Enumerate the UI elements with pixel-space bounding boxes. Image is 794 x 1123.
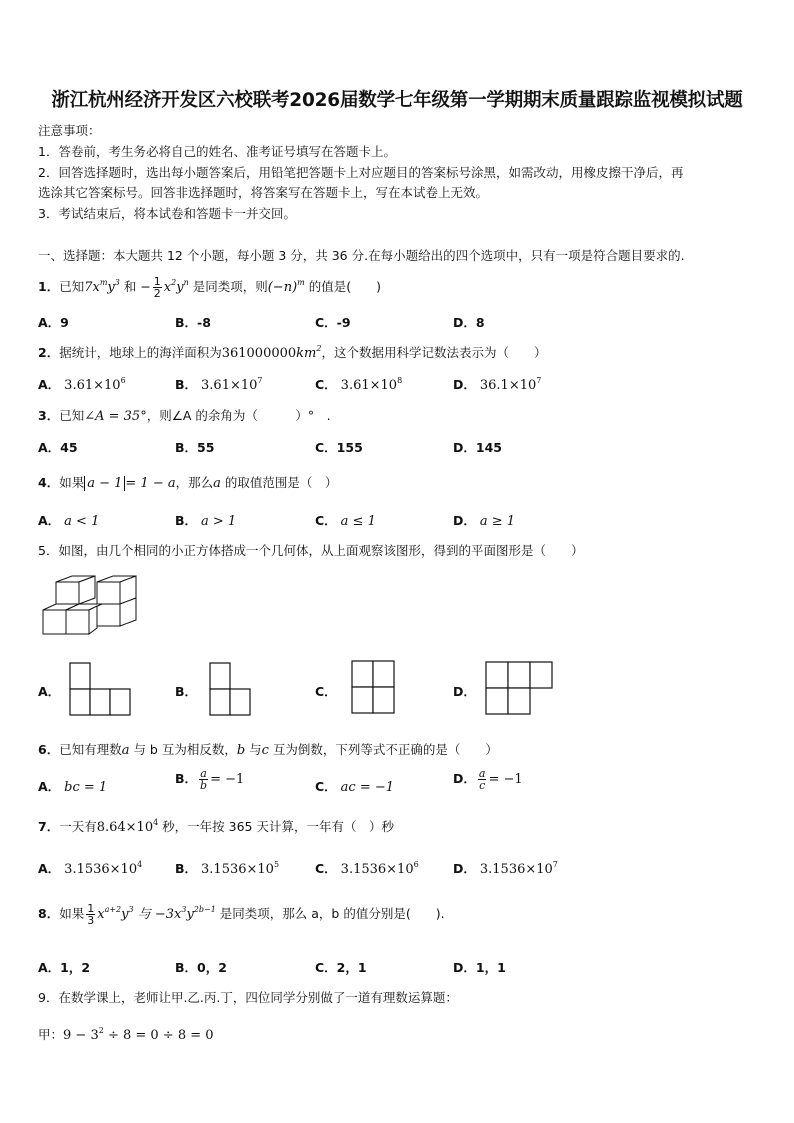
- question-1: 1．已知$7x^my^3$ 和 − $\frac{1}{2}$ $x^2y^n$ 是同类项，则$(-n)^m$ 的值是( ): [38, 275, 381, 300]
- q5-option-a[interactable]: A．: [38, 684, 61, 699]
- question-5: 5．如图，由几个相同的小正方体搭成一个几何体，从上面观察该图形，得到的平面图形是（ ）: [38, 543, 584, 558]
- q9-jia-work: 甲：$9 - 3^2 \div 8 = 0 \div 8 = 0$: [38, 1026, 214, 1043]
- notice-item-2: 2．回答选择题时，选出每小题答案后，用铅笔把答题卡上对应题目的答案标号涂黑，如需改动，用橡皮擦干净后，再: [38, 165, 684, 180]
- q1-option-a[interactable]: A．9: [38, 315, 69, 330]
- question-3: 3．已知∠A = 35°，则∠A 的余角为（ ）° .: [38, 408, 331, 424]
- question-8: 8．如果 $\frac{1}{3}$ $x^{a+2}y^3$ 与 $-3x^3y^{2b-1}$ 是同类项，那么 a，b 的值分别是( ).: [38, 902, 445, 927]
- q7-option-b[interactable]: B． $3.1536\times 10^5$: [175, 860, 280, 877]
- notice-item-3: 3．考试结束后，将本试卷和答题卡一并交回。: [38, 206, 296, 221]
- q5-option-d[interactable]: D．: [453, 684, 476, 699]
- q2-option-a[interactable]: A． $3.61\times 10^6$: [38, 376, 126, 393]
- q7-option-c[interactable]: C． $3.1536\times 10^6$: [315, 860, 419, 877]
- cube-stack-figure: [40, 572, 140, 640]
- q2-option-b[interactable]: B． $3.61\times 10^7$: [175, 376, 263, 393]
- q5-option-a-figure: [69, 662, 131, 718]
- q5-option-c[interactable]: C．: [315, 684, 337, 699]
- q1-option-d[interactable]: D．8: [453, 315, 485, 330]
- q4-option-d[interactable]: D． a ≥ 1: [453, 513, 516, 529]
- q8-option-a[interactable]: A．1，2: [38, 960, 91, 975]
- q7-option-d[interactable]: D． $3.1536\times 10^7$: [453, 860, 558, 877]
- q6-option-c[interactable]: C． ac = −1: [315, 779, 395, 795]
- q5-option-b-figure: [209, 662, 251, 718]
- page-title: 浙江杭州经济开发区六校联考2026届数学七年级第一学期期末质量跟踪监视模拟试题: [51, 90, 743, 111]
- question-6: 6．已知有理数a 与 b 互为相反数，b 与c 互为倒数，下列等式不正确的是（ ）: [38, 742, 498, 758]
- q3-option-a[interactable]: A．45: [38, 440, 78, 455]
- q6-option-d[interactable]: D． $\frac{a}{c}$ = −1: [453, 767, 523, 792]
- q8-option-d[interactable]: D．1，1: [453, 960, 506, 975]
- notice-item-2-cont: 选涂其它答案标号。回答非选择题时，将答案写在答题卡上，写在本试卷上无效。: [38, 185, 489, 200]
- question-7: 7．一天有$8.64\times 10^4$ 秒，一年按 365 天计算，一年有（ ）秒: [38, 818, 394, 835]
- q6-option-b[interactable]: B． $\frac{a}{b}$ = −1: [175, 767, 245, 792]
- q3-option-b[interactable]: B．55: [175, 440, 215, 455]
- q5-option-b[interactable]: B．: [175, 684, 198, 699]
- q4-option-c[interactable]: C． a ≤ 1: [315, 513, 376, 529]
- question-2: 2．据统计，地球上的海洋面积为$361000000km^2$，这个数据用科学记数法表示为（ ）: [38, 344, 547, 361]
- q4-option-a[interactable]: A． a < 1: [38, 513, 100, 529]
- q7-option-a[interactable]: A． $3.1536\times 10^4$: [38, 860, 143, 877]
- q2-option-c[interactable]: C． $3.61\times 10^8$: [315, 376, 403, 393]
- q3-option-c[interactable]: C．155: [315, 440, 363, 455]
- q5-option-c-figure: [351, 660, 395, 716]
- q6-option-a[interactable]: A． bc = 1: [38, 779, 108, 795]
- q8-option-c[interactable]: C．2，1: [315, 960, 367, 975]
- notice-heading: 注意事项：: [38, 123, 101, 138]
- question-4: 4．如果 a − 1 = 1 − a，那么a 的取值范围是（ ）: [38, 475, 338, 491]
- question-9: 9．在数学课上，老师让甲.乙.丙.丁，四位同学分别做了一道有理数运算题：: [38, 990, 458, 1005]
- q8-option-b[interactable]: B．0，2: [175, 960, 227, 975]
- q2-option-d[interactable]: D． $36.1\times 10^7$: [453, 376, 542, 393]
- q1-option-b[interactable]: B．-8: [175, 315, 211, 330]
- notice-item-1: 1．答卷前，考生务必将自己的姓名、准考证号填写在答题卡上。: [38, 144, 396, 159]
- section-heading: 一、选择题：本大题共 12 个小题，每小题 3 分，共 36 分.在每小题给出的四个选项中，只有一项是符合题目要求的.: [38, 248, 685, 263]
- q4-option-b[interactable]: B． a > 1: [175, 513, 237, 529]
- q3-option-d[interactable]: D．145: [453, 440, 502, 455]
- q1-option-c[interactable]: C．-9: [315, 315, 351, 330]
- q5-option-d-figure: [485, 661, 553, 717]
